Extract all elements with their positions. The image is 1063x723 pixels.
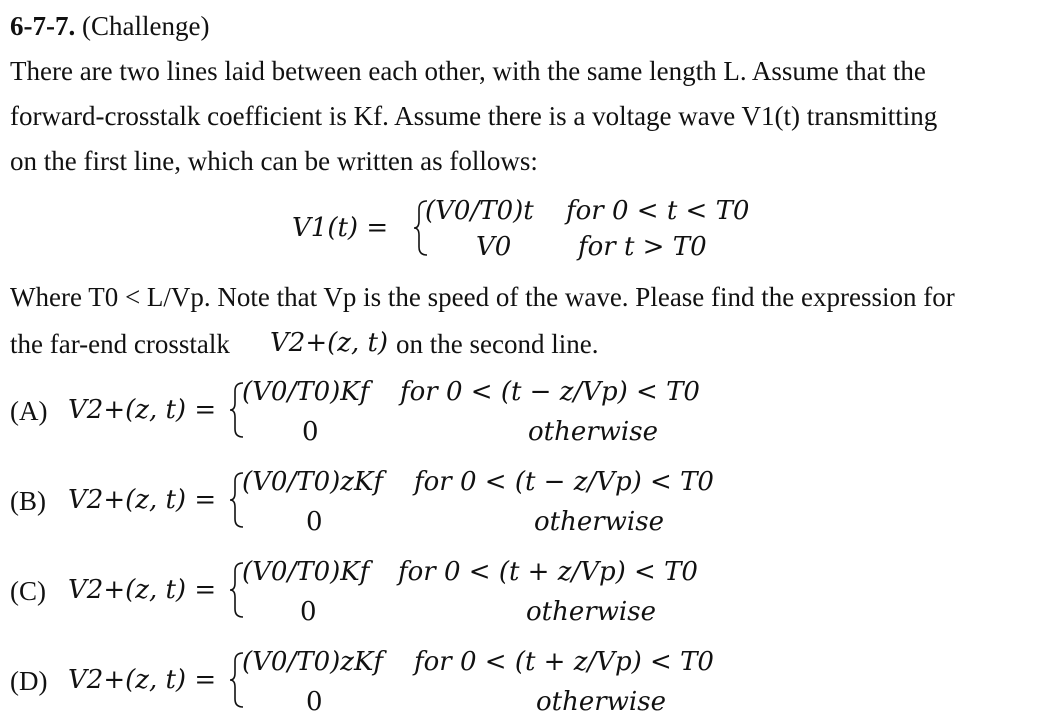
- option-c-zero: [300, 598, 317, 626]
- option-a-cond: [400, 378, 700, 406]
- option-a-otherwise: [528, 418, 658, 446]
- option-a-cond-text: for 0 < (t − z/Vp) < T0: [400, 377, 700, 407]
- option-b-lhs: [68, 486, 216, 514]
- option-a-label-text: (A): [10, 396, 48, 426]
- given-case1-cond-text: for 0 < t < T0: [566, 196, 750, 226]
- option-a-otherwise-text: otherwise: [528, 417, 658, 447]
- problem-number: 6-7-7.: [10, 11, 76, 41]
- given-case1-expr-text: (V0/T0)t: [425, 196, 534, 226]
- option-b-cond: [414, 468, 714, 496]
- crosstalk-symbol: [270, 329, 388, 357]
- option-d-lhs-text: V2+(z, t) =: [68, 665, 217, 695]
- option-b-otherwise-text: otherwise: [534, 507, 664, 537]
- given-lhs: [292, 214, 388, 242]
- problem-line-2: [10, 103, 937, 130]
- option-d-expr-text: (V0/T0)zKf: [242, 647, 383, 677]
- problem-line-5a-text: the far-end crosstalk: [10, 329, 230, 359]
- given-case1-cond: [566, 197, 749, 225]
- option-b-expr-text: (V0/T0)zKf: [242, 467, 383, 497]
- option-b-expr: [242, 468, 383, 496]
- option-c-lhs: [68, 576, 216, 604]
- option-c-lhs-text: V2+(z, t) =: [68, 575, 217, 605]
- problem-tag: (Challenge): [81, 11, 210, 41]
- option-c-expr-text: (V0/T0)Kf: [242, 557, 370, 587]
- option-c-cond: [398, 558, 698, 586]
- option-c-label[interactable]: [10, 578, 46, 605]
- problem-line-5: [10, 331, 230, 358]
- problem-heading: [10, 13, 209, 40]
- option-c-otherwise-text: otherwise: [526, 597, 656, 627]
- given-lhs-text: V1(t) =: [292, 213, 389, 243]
- option-d-otherwise-text: otherwise: [536, 687, 666, 717]
- crosstalk-symbol-text: V2+(z, t): [270, 328, 389, 358]
- option-a-lhs-text: V2+(z, t) =: [68, 395, 217, 425]
- option-c-cond-text: for 0 < (t + z/Vp) < T0: [398, 557, 698, 587]
- given-case2-expr: [476, 233, 511, 261]
- option-d-zero: [306, 688, 323, 716]
- problem-line-3: [10, 148, 538, 175]
- problem-line-5-end: [396, 331, 598, 358]
- problem-line-2-text: forward-crosstalk coefficient is Kf. Assume there is a voltage wave V1(t) transmitting: [10, 101, 938, 131]
- problem-line-3-text: on the first line, which can be written as follows:: [10, 146, 538, 176]
- problem-line-4-text: Where T0 < L/Vp. Note that Vp is the speed of the wave. Please find the expression for: [10, 282, 955, 312]
- option-b-label-text: (B): [10, 486, 46, 516]
- problem-line-5b-text: on the second line.: [396, 329, 599, 359]
- option-b-cond-text: for 0 < (t − z/Vp) < T0: [414, 467, 714, 497]
- option-d-cond-text: for 0 < (t + z/Vp) < T0: [414, 647, 714, 677]
- option-a-label[interactable]: [10, 398, 47, 425]
- option-a-expr: [242, 378, 369, 406]
- option-a-zero-text: 0: [302, 417, 319, 447]
- option-b-label[interactable]: [10, 488, 46, 515]
- option-c-expr: [242, 558, 369, 586]
- option-d-zero-text: 0: [306, 687, 323, 717]
- problem-line-4: [10, 284, 955, 311]
- option-d-label[interactable]: [10, 668, 47, 695]
- option-a-lhs: [68, 396, 216, 424]
- option-a-zero: [302, 418, 319, 446]
- problem-line-1-text: There are two lines laid between each other, with the same length L. Assume that the: [10, 56, 926, 86]
- given-case2-expr-text: V0: [476, 232, 512, 262]
- option-c-label-text: (C): [10, 576, 46, 606]
- option-d-lhs: [68, 666, 216, 694]
- option-b-otherwise: [534, 508, 664, 536]
- given-case2-cond: [578, 233, 707, 261]
- problem-line-1: [10, 58, 926, 85]
- option-d-label-text: (D): [10, 666, 48, 696]
- option-c-otherwise: [526, 598, 656, 626]
- option-a-expr-text: (V0/T0)Kf: [242, 377, 370, 407]
- option-d-cond: [414, 648, 714, 676]
- given-case1-expr: [425, 197, 534, 225]
- option-b-zero: [306, 508, 323, 536]
- option-b-lhs-text: V2+(z, t) =: [68, 485, 217, 515]
- given-case2-cond-text: for t > T0: [578, 232, 707, 262]
- option-b-zero-text: 0: [306, 507, 323, 537]
- option-c-zero-text: 0: [300, 597, 317, 627]
- option-d-expr: [242, 648, 383, 676]
- option-d-otherwise: [536, 688, 666, 716]
